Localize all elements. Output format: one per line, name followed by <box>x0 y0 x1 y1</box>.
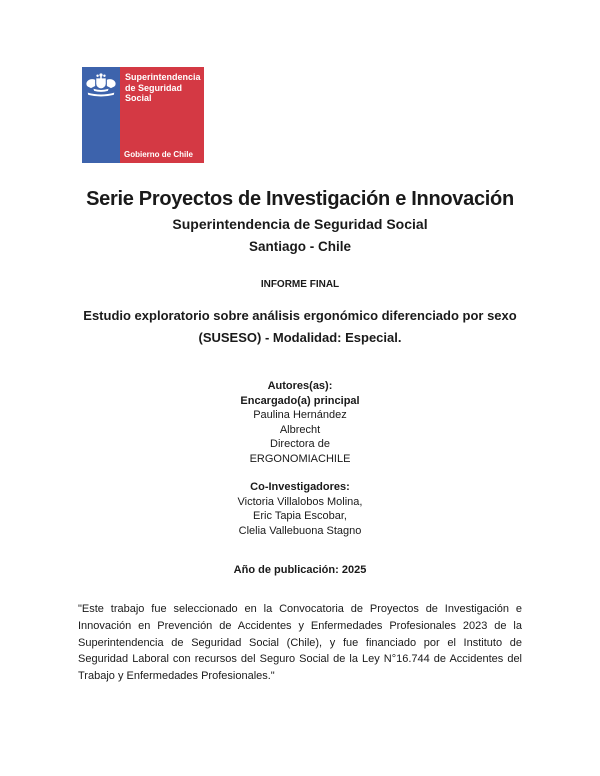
principal-role-label: Encargado(a) principal <box>240 394 360 407</box>
co-investigator-name: Victoria Villalobos Molina, <box>237 495 363 508</box>
authors-heading: Autores(as): <box>267 380 333 392</box>
series-subtitle: Superintendencia de Seguridad Social <box>172 216 428 232</box>
series-location: Santiago - Chile <box>248 239 351 254</box>
principal-title-line: Directora de <box>270 438 330 450</box>
series-title: Serie Proyectos de Investigación e Innovación <box>86 188 514 210</box>
publication-year: Año de publicación: 2025 <box>233 564 367 576</box>
principal-name-line: Albrecht <box>279 423 321 436</box>
logo-org-name: Superintendencia de Seguridad Social <box>125 72 201 103</box>
co-investigator-name: Eric Tapia Escobar, <box>253 510 347 522</box>
report-type-label: INFORME FINAL <box>260 279 340 290</box>
header-block <box>0 188 600 254</box>
logo-gobierno-label: Gobierno de Chile <box>124 150 193 159</box>
authors-block <box>0 379 600 538</box>
co-investigator-name: Clelia Vallebuona Stagno <box>238 524 362 537</box>
spacer <box>0 466 600 480</box>
logo-red-panel <box>120 67 204 163</box>
chile-coat-of-arms-icon <box>82 72 120 98</box>
study-title: Estudio exploratorio sobre análisis ergonómico diferenciado por sexo (SUSESO) - Modalidad: Especial. <box>83 308 517 345</box>
funding-note: "Este trabajo fue seleccionado en la Convocatoria de Proyectos de Investigación e Innovación en Prevención de Accidentes y Enfermedades Profesionales 2023 de la Superintendencia de Seguridad Social (Chile), y fue financiado por el Instituto de Seguridad Laboral con recursos del Seguro Social de la Ley N°16.744 de Accidentes del Trabajo y Enfermedades Profesionales." <box>78 603 522 683</box>
principal-org-line: ERGONOMIACHILE <box>249 452 351 465</box>
suseso-logo <box>82 67 201 163</box>
co-investigators-heading: Co-Investigadores: <box>250 481 350 493</box>
principal-name-line: Paulina Hernández <box>253 409 347 421</box>
logo-blue-panel <box>82 67 120 163</box>
